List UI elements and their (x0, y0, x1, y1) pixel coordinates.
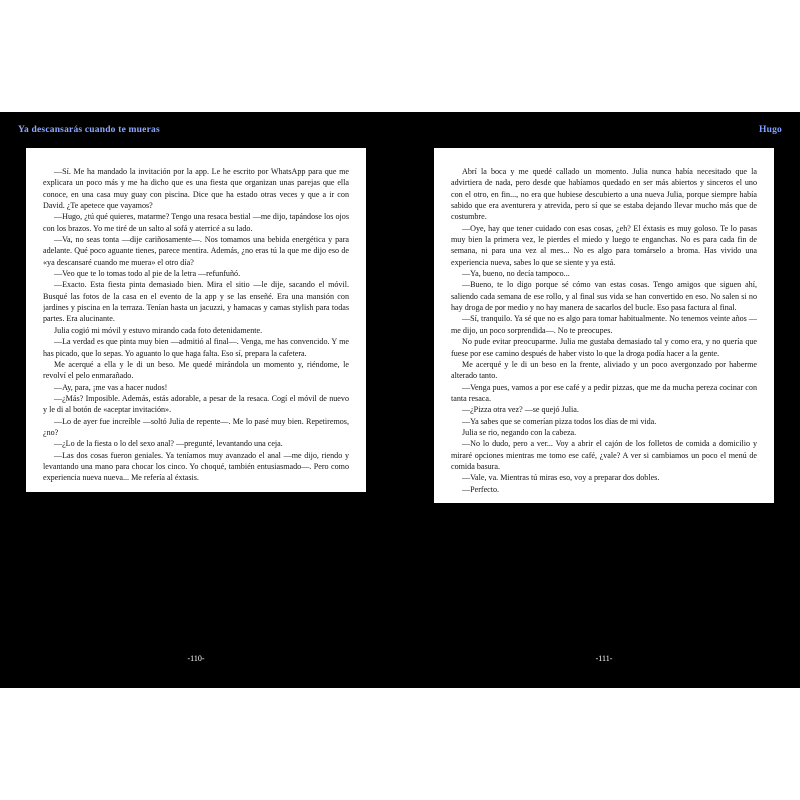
running-head (0, 112, 800, 148)
right-page-wrapper (434, 148, 774, 663)
paragraph: —Ya sabes que se comerían pizza todos los días de mi vida. (462, 416, 657, 426)
paragraph: —Vale, va. Mientras tú miras eso, voy a preparar dos dobles. (462, 473, 660, 483)
right-page (434, 148, 774, 503)
paragraph: Julia cogió mi móvil y estuvo mirando cada foto detenidamente. (54, 325, 263, 335)
paragraph: Abrí la boca y me quedé callado un momento. Julia nunca había necesitado que la advirtiera de nada, pero desde que habíamos quedado en ser más abiertos y sinceros el uno con el otro, en fin..., no era que hubiese descubierto a una nueva Julia, porque siempre había sabido que era aventurera y atrevida, pero sí que se estaba dejando llevar mucho más que de costumbre. (451, 167, 757, 222)
paragraph: —Bueno, te lo digo porque sé cómo van estas cosas. Tengo amigos que siguen ahí, saliendo cada semana de ese rollo, y al final sus vida se han convertido en eso. No salen si no hay droga de por medio y no hay manera de sacarlos del bucle. Eso pasa factura al final. (451, 280, 757, 313)
page-spread (0, 148, 800, 663)
right-folio-wrapper (434, 648, 774, 666)
paragraph: —Sí. Me ha mandado la invitación por la app. Le he escrito por WhatsApp para que me explicara un poco más y me ha dicho que es una fiesta que organizan unas parejas que ella conoce, en una casa muy guay con piscina. Dice que ha estado otras veces y que a ir con David. ¿Te apetece que vayamos? (43, 167, 349, 211)
paragraph: —No lo dudo, pero a ver... Voy a abrir el cajón de los folletos de comida a domicilio y miraré opciones mientras me tomo ese café, ¿vale? A ver si cambiamos un poco el menú de comida basura. (451, 439, 757, 471)
right-page-body (451, 166, 757, 495)
running-head-title: Ya descansarás cuando te mueras (18, 125, 160, 135)
paragraph: —Exacto. Esta fiesta pinta demasiado bien. Mira el sitio —le dije, sacando el móvil. Busqué las fotos de la casa en el evento de la app y se las enseñé. Era una mansión con jardines y piscina en la terraza. Tenían hasta un jacuzzi, y hamacas y camas stylish para todas partes. Era alucinante. (43, 280, 349, 324)
left-page (26, 148, 366, 492)
paragraph: Me acerqué a ella y le di un beso. Me quedé mirándola un momento y, riéndome, le revolví el pelo enmarañado. (43, 359, 349, 381)
paragraph: —Ay, para, ¡me vas a hacer nudos! (54, 382, 168, 392)
paragraph: —¿Pizza otra vez? —se quejó Julia. (462, 405, 579, 415)
paragraph: Me acerqué y le di un beso en la frente, aliviado y un poco avergonzado por haberme alterado tanto. (451, 359, 757, 381)
paragraph: —Lo de ayer fue increíble —soltó Julia de repente—. Me lo pasé muy bien. Repetiremos, ¿no? (43, 416, 349, 437)
left-folio-wrapper (26, 648, 366, 666)
paragraph: —Hugo, ¿tú qué quieres, matarme? Tengo una resaca bestial —me dijo, tapándose los ojos con los brazos. Yo me tiré de un salto al sofá y aterricé a su lado. (43, 212, 349, 233)
paragraph: —Oye, hay que tener cuidado con esas cosas, ¿eh? El éxtasis es muy goloso. Te lo pasas muy bien la primera vez, le pierdes el miedo y luego te enganchas. No es para cada fin de semana, ni para una vez al mes... No es algo para tomárselo a broma. Has vivido una experiencia nueva, sabes lo que se siente y ya está. (451, 223, 757, 267)
paragraph: Julia se rio, negando con la cabeza. (462, 427, 577, 437)
page-number: -111- (595, 654, 613, 663)
paragraph: —Las dos cosas fueron geniales. Ya teníamos muy avanzado el anal —me dijo, riendo y levantando una mano para chocar los cinco. Yo choqué, también entusiasmado—. Pero como experiencia nueva nueva... Me refería al éxtasis. (43, 450, 349, 483)
paragraph: —¿Más? Imposible. Además, estás adorable, a pesar de la resaca. Cogí el móvil de nuevo y le di al botón de «aceptar invitación». (43, 393, 349, 415)
paragraph: —Ya, bueno, no decía tampoco... (462, 269, 570, 279)
paragraph: No pude evitar preocuparme. Julia me gustaba demasiado tal y como era, y no quería que fuese por ese camino después de haber visto lo que la droga podía hacer a la gente. (451, 337, 757, 358)
left-page-wrapper (26, 148, 366, 663)
paragraph: —Sí, tranquilo. Ya sé que no es algo para tomar habitualmente. No tenemos veinte años —me dijo, un poco sorprendida—. No te preocupes. (451, 314, 757, 335)
paragraph: —Va, no seas tonta —dije cariñosamente—. Nos tomamos una bebida energética y para adelante. Qué poco aguante tienes, parece mentira. Además, ¿no eras tú la que me dijo eso de «ya descansaré cuando me muera» el otro día? (43, 235, 349, 267)
paragraph: —Veo que te lo tomas todo al pie de la letra —refunfuñó. (54, 269, 241, 279)
paragraph: —La verdad es que pinta muy bien —admitió al final—. Venga, me has convencido. Y me has picado, que lo sepas. Yo aguanto lo que haga falta. Eso sí, prepara la cafetera. (43, 337, 349, 358)
paragraph: —Venga pues, vamos a por ese café y a pedir pizzas, que me da mucha pereza cocinar con tanta resaca. (451, 382, 757, 403)
book-spread (0, 112, 800, 688)
paragraph: —Perfecto. (462, 484, 500, 494)
left-page-body (43, 166, 349, 484)
page-number: -110- (187, 654, 205, 663)
running-head-author: Hugo (759, 125, 782, 135)
paragraph: —¿Lo de la fiesta o lo del sexo anal? —pregunté, levantando una ceja. (54, 439, 283, 449)
